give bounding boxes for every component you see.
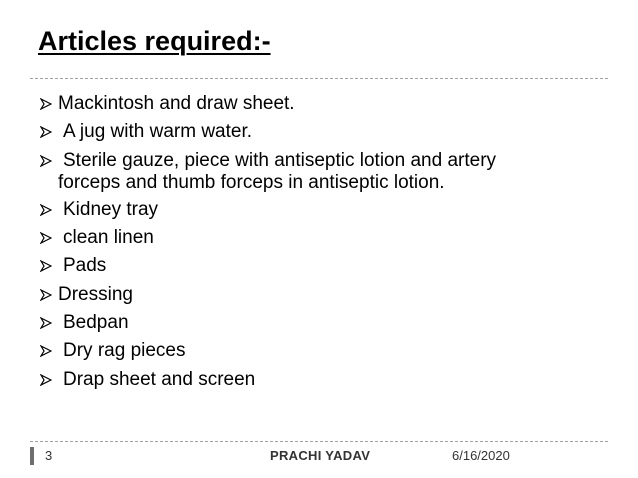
arrow-bullet-icon (40, 345, 52, 357)
list-item (40, 93, 600, 115)
footer-author: PRACHI YADAV (270, 448, 371, 463)
list-item-text: Pads (63, 255, 107, 276)
list-item-text: Kidney tray (63, 199, 159, 220)
arrow-bullet-icon (40, 317, 52, 329)
list-item-text: Mackintosh and draw sheet. (58, 93, 295, 114)
footer-divider (30, 441, 608, 442)
list-item-text: Drap sheet and screen (63, 369, 256, 390)
footer-date: 6/16/2020 (452, 448, 510, 463)
list-item (40, 150, 550, 194)
arrow-bullet-icon (40, 232, 52, 244)
arrow-bullet-icon (40, 204, 52, 216)
arrow-bullet-icon (40, 155, 52, 167)
arrow-bullet-icon (40, 374, 52, 386)
slide-title: Articles required:- (38, 26, 271, 56)
list-item-text: Dressing (58, 284, 133, 305)
list-item (40, 369, 600, 391)
list-item (40, 255, 600, 277)
list-item (40, 284, 600, 306)
footer-accent-bar (30, 447, 34, 465)
list-item-text: clean linen (63, 227, 154, 248)
arrow-bullet-icon (40, 98, 52, 110)
list-item-text: Sterile gauze, piece with antiseptic lotion and artery forceps and thumb forceps in antiseptic lotion. (58, 150, 497, 193)
list-item (40, 199, 600, 221)
list-item-text: Dry rag pieces (63, 340, 186, 361)
list-item (40, 121, 600, 143)
list-item-text: A jug with warm water. (63, 121, 253, 142)
list-item (40, 227, 600, 249)
slide-number: 3 (45, 448, 53, 463)
arrow-bullet-icon (40, 126, 52, 138)
arrow-bullet-icon (40, 260, 52, 272)
list-item (40, 340, 600, 362)
arrow-bullet-icon (40, 289, 52, 301)
list-item-text: Bedpan (63, 312, 129, 333)
list-item (40, 312, 600, 334)
